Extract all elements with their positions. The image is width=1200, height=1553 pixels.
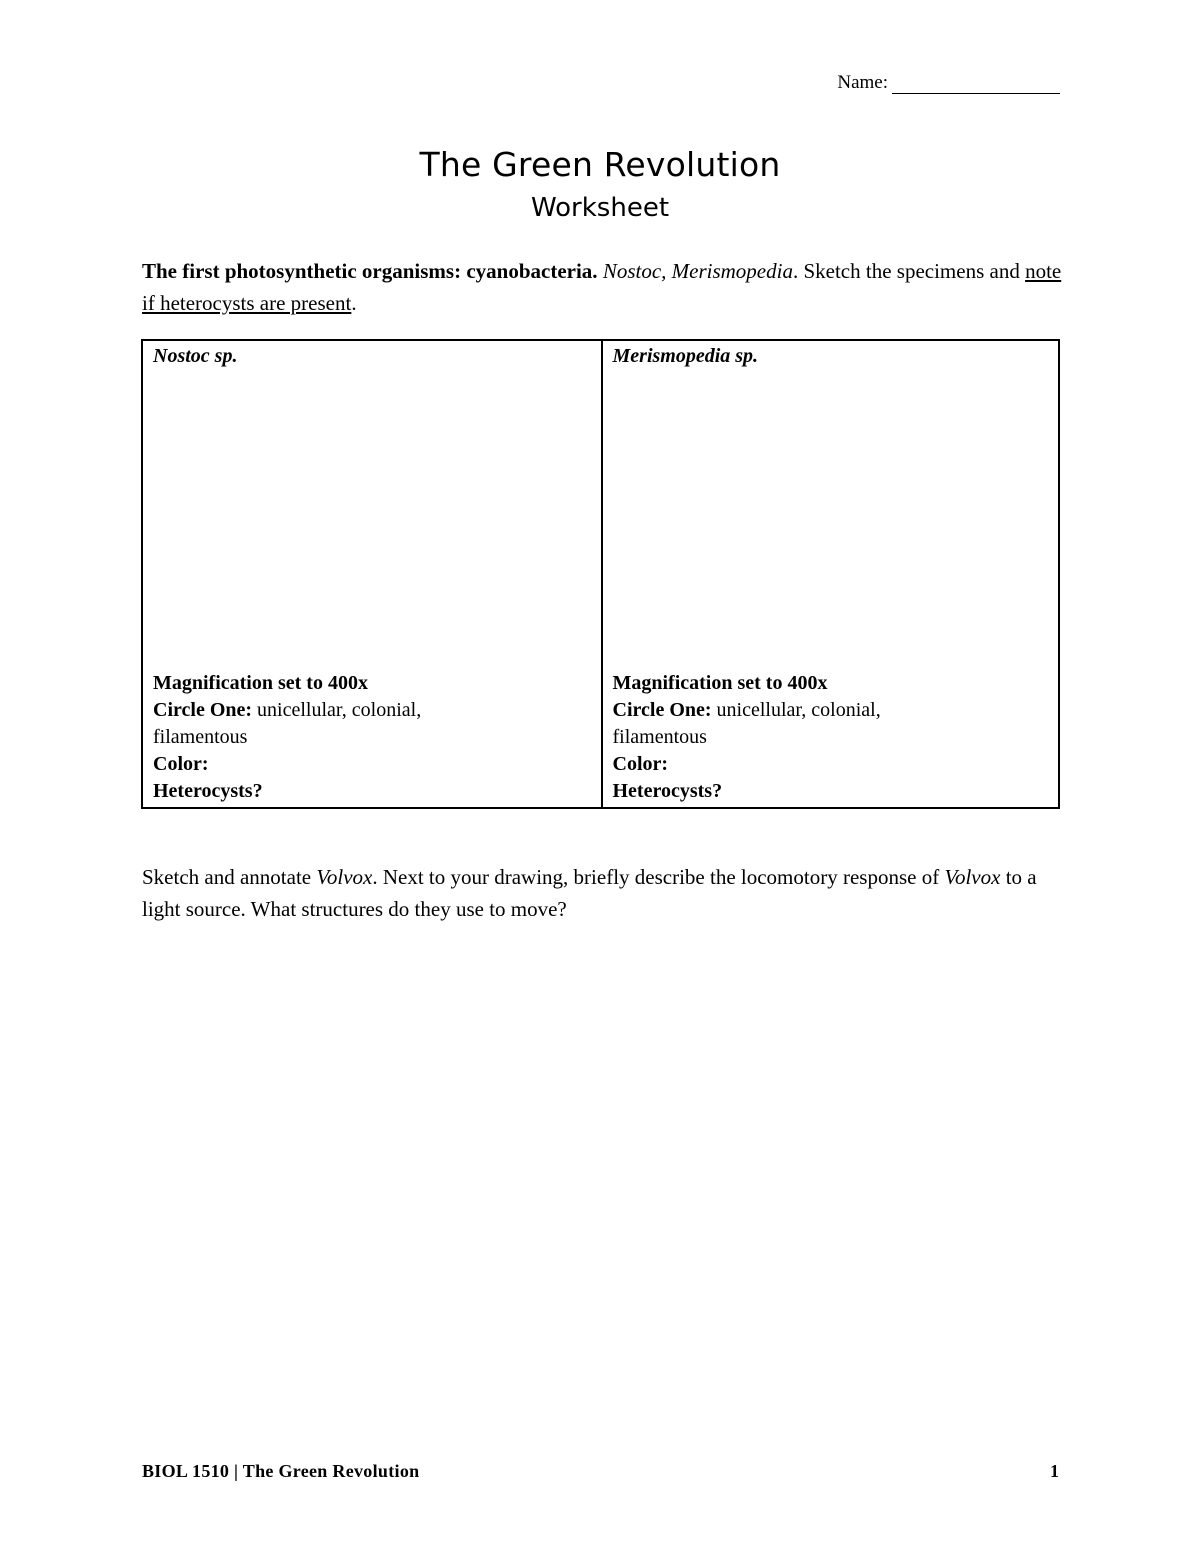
intro-period: .: [351, 291, 357, 315]
intro-instructions: . Sketch the specimens and: [792, 259, 1026, 283]
intro-underlined-note: note if heterocysts are present: [142, 259, 1062, 315]
magnification-text: Magnification set to 400x: [153, 672, 368, 694]
volvox-prompt-part2: . Next to your drawing, briefly describe the locomotory response of: [372, 865, 945, 889]
color-label: Color:: [612, 753, 669, 775]
circle-one-label: Circle One:: [153, 699, 253, 721]
circle-one-label: Circle One:: [612, 699, 712, 721]
footer-course: BIOL 1510 | The Green Revolution: [142, 1461, 420, 1481]
specimen-details: [613, 670, 1033, 805]
name-blank-line[interactable]: [892, 75, 1060, 94]
color-label: Color:: [153, 753, 209, 775]
volvox-prompt-part3: to a light source. What structures do they use to move?: [142, 865, 1037, 921]
volvox-prompt: [142, 861, 1042, 925]
volvox-prompt-part1: Sketch and annotate: [142, 865, 317, 889]
intro-genera: Nostoc, Merismopedia: [602, 259, 793, 283]
page-number: 1: [1050, 1461, 1059, 1481]
specimen-name: Merismopedia sp.: [612, 345, 759, 367]
circle-one-line: [613, 697, 1033, 724]
magnification-text: Magnification set to 400x: [612, 672, 828, 694]
page-subtitle: Worksheet: [530, 193, 670, 223]
volvox-name: Volvox: [944, 865, 1001, 889]
specimen-cell-nostoc: [143, 341, 601, 807]
circle-one-options-cont: filamentous: [612, 726, 707, 748]
heterocysts-label: Heterocysts?: [612, 780, 723, 802]
circle-one-options: unicellular, colonial,: [257, 699, 422, 721]
specimen-table: [141, 339, 1060, 809]
circle-one-line: [153, 697, 573, 724]
specimen-cell-merismopedia: [601, 341, 1059, 807]
page-title: The Green Revolution: [419, 145, 781, 184]
name-field: [837, 72, 1060, 94]
specimen-name: Nostoc sp.: [153, 345, 238, 367]
heterocysts-label: Heterocysts?: [153, 780, 263, 802]
specimen-details: [153, 670, 573, 805]
volvox-name: Volvox: [316, 865, 373, 889]
intro-bold-lead: The first photosynthetic organisms: cyanobacteria.: [142, 259, 598, 283]
circle-one-options: unicellular, colonial,: [716, 699, 881, 721]
name-label: Name:: [837, 72, 888, 93]
circle-one-options-cont: filamentous: [153, 726, 248, 748]
intro-paragraph: [142, 255, 1062, 319]
